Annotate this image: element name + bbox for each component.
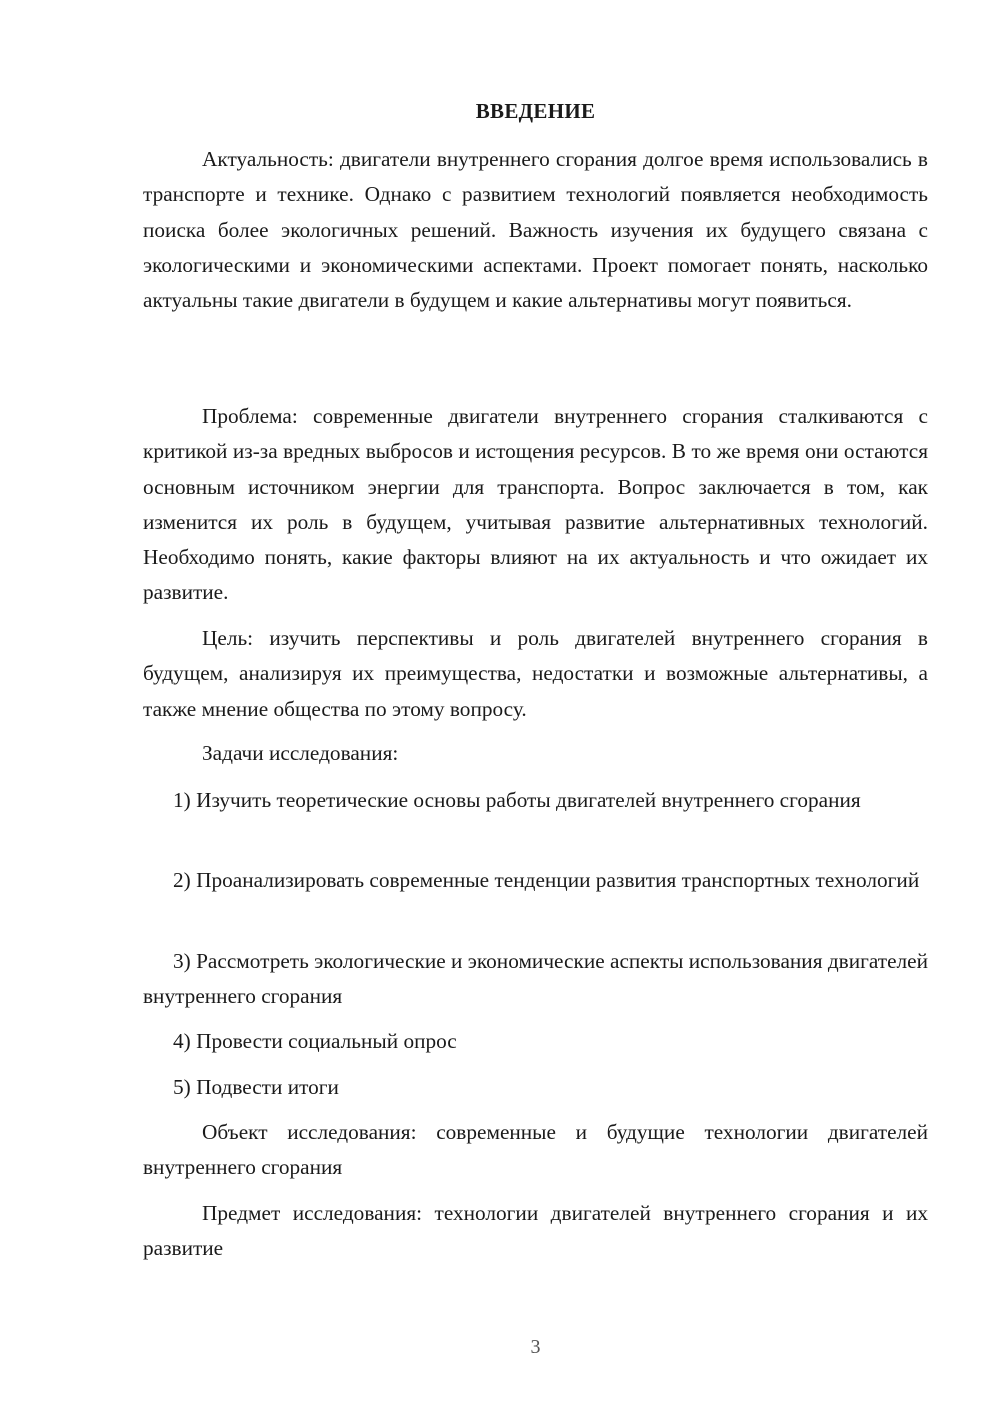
paragraph-problem: Проблема: современные двигатели внутреннего сгорания сталкиваются с критикой из-за вредных выбросов и истощения ресурсов. В то же время они остаются основным источником энергии для транспорта. Вопрос заключается в том, как изменится их роль в будущем, учитывая развитие альтернативных технологий. Необходимо понять, какие факторы влияют на их актуальность и что ожидает их развитие.: [143, 404, 928, 605]
task-item-2: 2) Проанализировать современные тенденции развития транспортных технологий: [173, 868, 920, 892]
paragraph-relevance: Актуальность: двигатели внутреннего сгорания долгое время использовались в транспорте и технике. Однако с развитием технологий появляется необходимость поиска более экологичных решений. Важность изучения их будущего связана с экологическими и экономическими аспектами. Проект помогает понять, насколько актуальны такие двигатели в будущем и какие альтернативы могут появиться.: [143, 147, 928, 313]
paragraph-goal: Цель: изучить перспективы и роль двигателей внутреннего сгорания в будущем, анализируя их преимущества, недостатки и возможные альтернативы, а также мнение общества по этому вопросу.: [143, 626, 928, 721]
page-number: 3: [530, 1336, 541, 1358]
document-page: [143, 0, 928, 1414]
task-item-5: 5) Подвести итоги: [173, 1075, 339, 1099]
tasks-heading: Задачи исследования:: [202, 741, 399, 765]
paragraph-subject: Предмет исследования: технологии двигателей внутреннего сгорания и их развитие: [143, 1201, 928, 1261]
task-item-1: 1) Изучить теоретические основы работы двигателей внутреннего сгорания: [173, 788, 861, 812]
paragraph-object: Объект исследования: современные и будущие технологии двигателей внутреннего сгорания: [143, 1120, 928, 1180]
section-title: ВВЕДЕНИЕ: [475, 99, 596, 123]
task-item-4: 4) Провести социальный опрос: [173, 1029, 457, 1053]
task-item-3: 3) Рассмотреть экологические и экономические аспекты использования двигателей внутреннего сгорания: [143, 949, 928, 1009]
